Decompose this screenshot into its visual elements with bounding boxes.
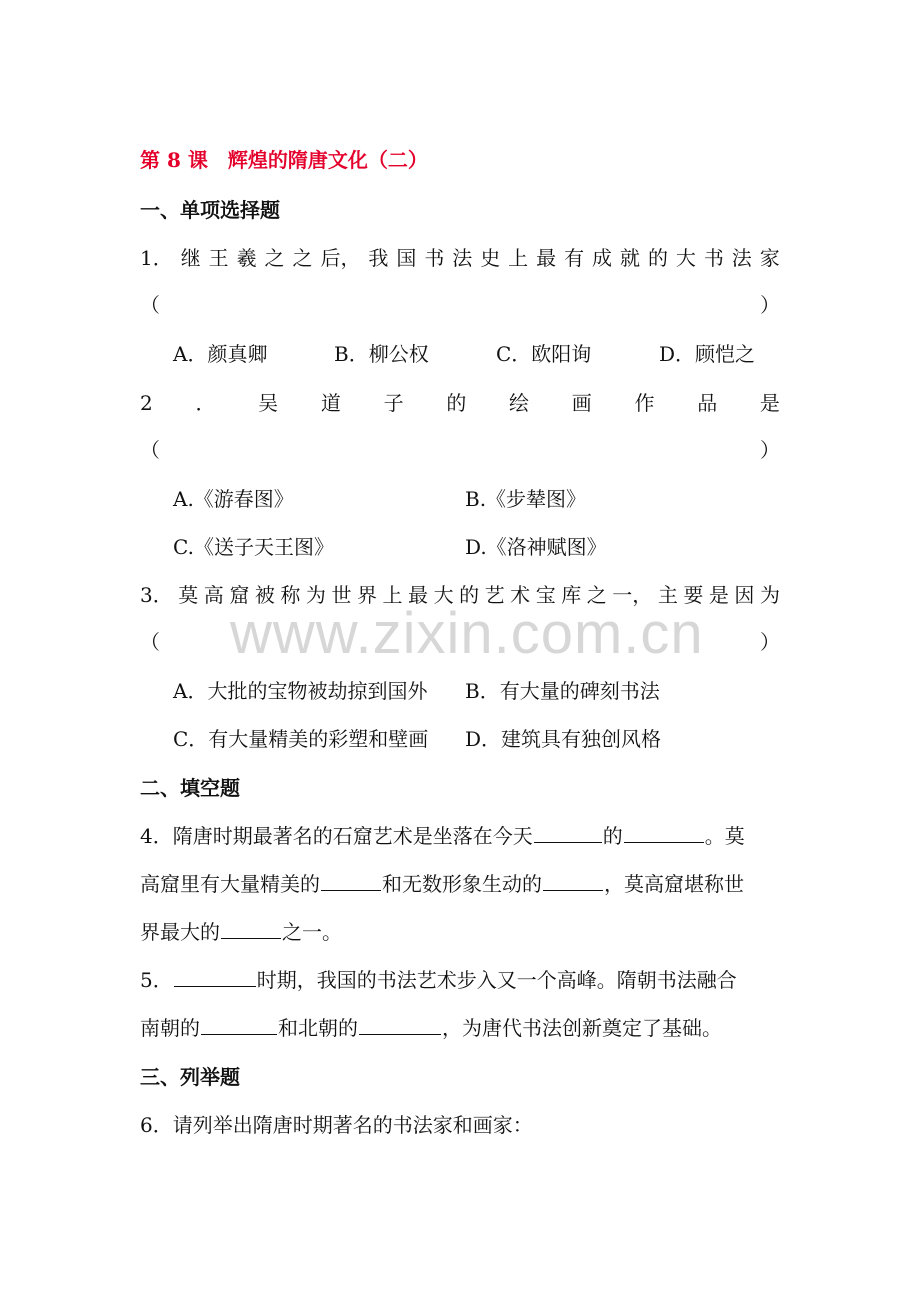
q3-option-a: A．大批的宝物被劫掠到国外 (173, 679, 428, 703)
q5-text: 5． (140, 968, 173, 992)
q1-char: 就 (619, 246, 640, 270)
q2-char: 吴 (258, 391, 279, 415)
answer-blank[interactable] (201, 1014, 277, 1035)
q3-char: 莫 (178, 583, 199, 607)
section-heading-choice: 一、单项选择题 (140, 198, 280, 222)
q1-char: 书 (424, 246, 445, 270)
q1-char: 之 (264, 246, 285, 270)
q3-char: 最 (408, 583, 429, 607)
q1-char: 书 (703, 246, 724, 270)
q1-char: 有 (564, 246, 585, 270)
question-6: 6．请列举出隋唐时期著名的书法家和画家： (140, 1113, 533, 1137)
q3-char: 为 (759, 583, 780, 607)
q3-char: 世 (331, 583, 352, 607)
q1-char: 王 (208, 246, 229, 270)
lesson-title: 第 8 课 辉煌的隋唐文化（二） (140, 148, 428, 172)
question-2-stem (140, 389, 780, 417)
q1-char: 成 (592, 246, 613, 270)
q5-text: 和北朝的 (278, 1016, 358, 1040)
q1-answer-paren-open: （ (140, 293, 160, 317)
q2-char: 子 (383, 391, 404, 415)
q2-char: 2 (140, 391, 153, 415)
q3-char: 因 (734, 583, 755, 607)
q1-char: 我 (368, 246, 389, 270)
answer-blank[interactable] (359, 1014, 441, 1035)
q3-char: 的 (459, 583, 480, 607)
q3-char: 是 (708, 583, 729, 607)
q2-char: ． (195, 391, 216, 415)
q1-char: 家 (759, 246, 780, 270)
q3-char: 库 (561, 583, 582, 607)
q1-char: 后， (320, 246, 361, 270)
q3-char: 要 (683, 583, 704, 607)
q3-char: 界 (356, 583, 377, 607)
q4-text: 4．隋唐时期最著名的石窟艺术是坐落在今天 (140, 824, 533, 848)
q3-char: 术 (510, 583, 531, 607)
q1-char: 上 (508, 246, 529, 270)
answer-blank[interactable] (534, 822, 602, 843)
q1-char: 1． (140, 246, 173, 270)
q1-char: 继 (180, 246, 201, 270)
q1-option-b: B．柳公权 (334, 342, 429, 366)
q1-char: 法 (452, 246, 473, 270)
q2-char: 的 (446, 391, 467, 415)
q4-text: 和无数形象生动的 (382, 872, 542, 896)
q3-char: 3． (140, 583, 173, 607)
q2-answer-paren-open: （ (140, 438, 160, 462)
q2-option-a: A.《游春图》 (173, 487, 294, 511)
q5-text: 时期，我国的书法艺术步入又一个高峰。隋朝书法融合 (256, 968, 737, 992)
q3-char: 称 (280, 583, 301, 607)
q3-option-b: B．有大量的碑刻书法 (465, 679, 660, 703)
q3-char: 上 (382, 583, 403, 607)
watermark: www.zixin.com.cn (230, 601, 704, 666)
q4-text: ，莫高窟堪称世 (604, 872, 744, 896)
q4-text: 的 (602, 824, 623, 848)
q4-text: 。莫 (704, 824, 745, 848)
q3-char: 被 (254, 583, 275, 607)
q3-char: 为 (305, 583, 326, 607)
answer-blank[interactable] (174, 966, 256, 987)
q3-char: 宝 (535, 583, 556, 607)
q3-char: 高 (203, 583, 224, 607)
q2-answer-paren-close: ） (760, 438, 780, 462)
q2-option-b: B.《步辇图》 (465, 487, 587, 511)
q1-option-a: A．颜真卿 (173, 342, 268, 366)
q3-option-d: D．建筑具有独创风格 (465, 727, 662, 751)
q3-char: 大 (433, 583, 454, 607)
question-1-stem (140, 244, 780, 272)
q2-char: 道 (320, 391, 341, 415)
q3-answer-paren-open: （ (140, 630, 160, 654)
question-4-line-3 (140, 918, 780, 946)
q2-char: 作 (634, 391, 655, 415)
q1-char: 大 (675, 246, 696, 270)
question-4-line-1 (140, 822, 780, 850)
answer-blank[interactable] (624, 822, 704, 843)
section-heading-list: 三、列举题 (140, 1065, 240, 1089)
q3-char: 一， (612, 583, 653, 607)
q1-option-d: D．顾恺之 (659, 342, 756, 366)
q1-char: 最 (536, 246, 557, 270)
q4-text: 之一。 (282, 920, 342, 944)
q1-char: 羲 (236, 246, 257, 270)
q3-char: 艺 (484, 583, 505, 607)
q4-text: 界最大的 (140, 920, 220, 944)
answer-blank[interactable] (221, 918, 281, 939)
q1-char: 国 (396, 246, 417, 270)
q1-char: 法 (731, 246, 752, 270)
q4-text: 高窟里有大量精美的 (140, 872, 320, 896)
section-heading-fill: 二、填空题 (140, 776, 240, 800)
question-4-line-2 (140, 870, 780, 898)
q1-option-c: C．欧阳询 (496, 342, 592, 366)
q3-option-c: C．有大量精美的彩塑和壁画 (173, 727, 429, 751)
q3-answer-paren-close: ） (760, 630, 780, 654)
q3-char: 窟 (229, 583, 250, 607)
q1-char: 之 (292, 246, 313, 270)
q5-text: ，为唐代书法创新奠定了基础。 (442, 1016, 722, 1040)
q5-text: 南朝的 (140, 1016, 200, 1040)
q2-option-c: C.《送子天王图》 (173, 535, 334, 559)
q2-char: 品 (697, 391, 718, 415)
question-3-stem (140, 581, 780, 609)
q3-char: 之 (586, 583, 607, 607)
answer-blank[interactable] (543, 870, 603, 891)
q1-answer-paren-close: ） (760, 293, 780, 317)
q2-char: 画 (571, 391, 592, 415)
q2-char: 是 (759, 391, 780, 415)
question-5-line-1 (140, 966, 780, 994)
q1-char: 史 (480, 246, 501, 270)
q3-char: 主 (657, 583, 678, 607)
question-5-line-2 (140, 1014, 780, 1042)
q2-char: 绘 (509, 391, 530, 415)
q1-char: 的 (647, 246, 668, 270)
q2-option-d: D.《洛神赋图》 (465, 535, 607, 559)
answer-blank[interactable] (321, 870, 381, 891)
